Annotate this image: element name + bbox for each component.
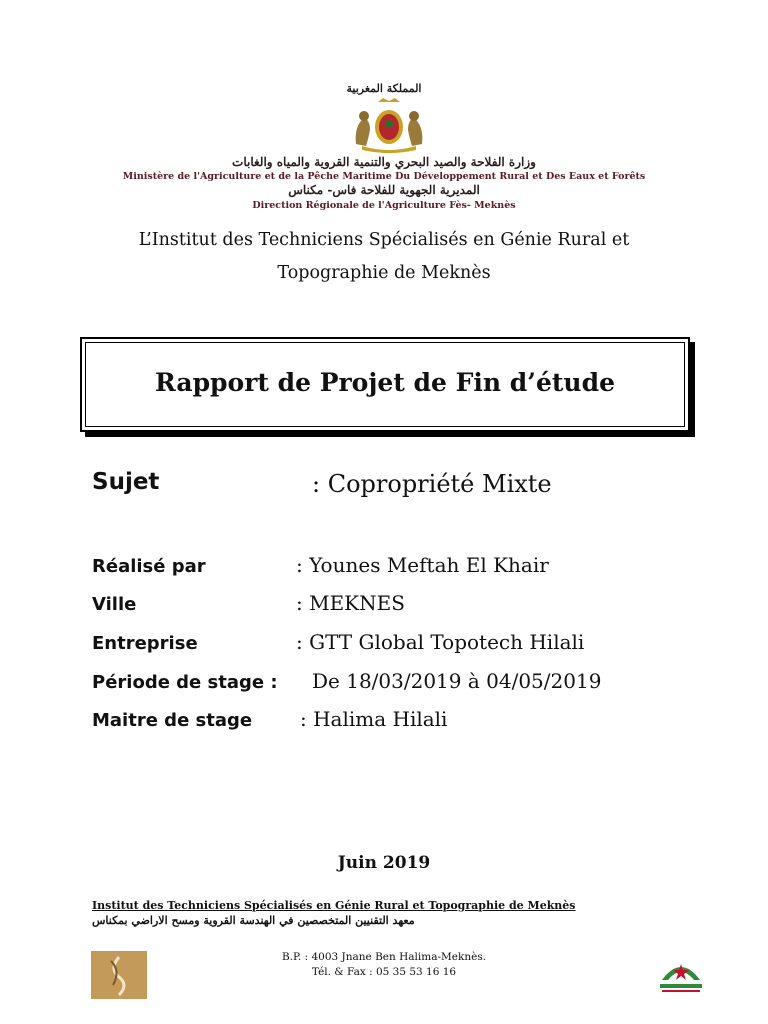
maitre-value: : Halima Hilali — [300, 707, 448, 731]
footer-institute-french: Institut des Techniciens Spécialisés en Génie Rural et Topographie de Meknès — [92, 899, 576, 912]
direction-arabic: المديرية الجهوية للفلاحة فاس- مكناس — [288, 183, 480, 197]
report-title: Rapport de Projet de Fin d’étude — [155, 368, 615, 397]
ville-label: Ville — [92, 594, 137, 615]
institute-name-line2: Topographie de Meknès — [277, 263, 491, 283]
footer-institute-arabic: معهد التقنيين المتخصصين في الهندسة القروية ومسح الاراضي بمكناس — [92, 914, 415, 927]
ministry-french: Ministère de l'Agriculture et de la Pêche Maritime Du Développement Rural et Des Eaux et Forêts — [122, 171, 646, 182]
ville-value: : MEKNES — [296, 591, 405, 615]
maitre-label: Maitre de stage — [92, 710, 253, 731]
entreprise-value: : GTT Global Topotech Hilali — [296, 630, 585, 654]
report-date: Juin 2019 — [337, 853, 431, 873]
periode-label: Période de stage : — [92, 672, 278, 693]
subject-value: : Copropriété Mixte — [312, 470, 552, 498]
footer-bp: B.P. : 4003 Jnane Ben Halima-Meknès. — [281, 951, 487, 963]
ministry-arabic: وزارة الفلاحة والصيد البحري والتنمية القروية والمياه والغابات — [232, 155, 536, 169]
realise-par-label: Réalisé par — [92, 556, 206, 577]
periode-value: De 18/03/2019 à 04/05/2019 — [312, 669, 602, 693]
plan-maroc-vert-logo-icon — [654, 950, 708, 996]
kingdom-arabic: المملكة المغربية — [346, 82, 422, 95]
direction-french: Direction Régionale de l'Agriculture Fès- Meknès — [252, 200, 516, 211]
institute-name-line1: L’Institut des Techniciens Spécialisés en Génie Rural et — [138, 230, 630, 250]
realise-par-value: : Younes Meftah El Khair — [296, 553, 549, 577]
moroccan-coat-of-arms-icon — [348, 96, 430, 154]
entreprise-label: Entreprise — [92, 633, 198, 654]
footer-tel: Tél. & Fax : 05 35 53 16 16 — [311, 966, 457, 978]
subject-label: Sujet — [92, 469, 160, 495]
